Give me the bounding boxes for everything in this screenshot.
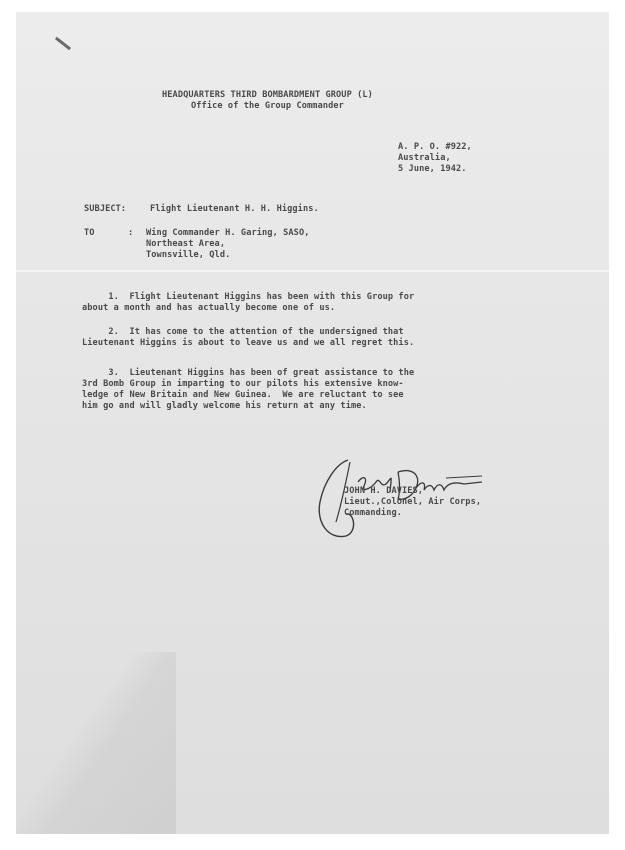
address-apo: A. P. O. #922, [398, 142, 472, 152]
letterhead-line-2: Office of the Group Commander [191, 101, 344, 111]
address-country: Australia, [398, 153, 451, 163]
letterhead-line-1: HEADQUARTERS THIRD BOMBARDMENT GROUP (L) [162, 90, 373, 100]
paragraph-3-line-2: 3rd Bomb Group in imparting to our pilots his extensive know- [82, 379, 404, 389]
paper-fold-shadow [16, 652, 176, 834]
to-separator: : [128, 228, 134, 238]
paragraph-2-line-2: Lieutenant Higgins is about to leave us and we all regret this. [82, 338, 415, 348]
recipient-line-1: Wing Commander H. Garing, SASO, [146, 228, 310, 238]
paragraph-1-line-1: 1. Flight Lieutenant Higgins has been with this Group for [82, 292, 415, 302]
letter-date: 5 June, 1942. [398, 164, 467, 174]
to-label: TO [84, 228, 95, 238]
signatory-name: JOHN H. DAVIES, [344, 486, 424, 496]
paragraph-2-line-1: 2. It has come to the attention of the undersigned that [82, 327, 404, 337]
recipient-line-2: Northeast Area, [146, 239, 226, 249]
ink-mark [55, 37, 71, 50]
paragraph-3-line-4: him go and will gladly welcome his return at any time. [82, 401, 367, 411]
subject-text: Flight Lieutenant H. H. Higgins. [150, 204, 319, 214]
signatory-rank: Lieut.,Colonel, Air Corps, [344, 497, 482, 507]
signatory-role: Commanding. [344, 508, 403, 518]
paper-fold-line [16, 270, 609, 272]
paragraph-3-line-3: ledge of New Britain and New Guinea. We are reluctant to see [82, 390, 404, 400]
paragraph-3-line-1: 3. Lieutenant Higgins has been of great assistance to the [82, 368, 415, 378]
recipient-line-3: Townsville, Qld. [146, 250, 231, 260]
paragraph-1-line-2: about a month and has actually become one of us. [82, 303, 336, 313]
subject-label: SUBJECT: [84, 204, 127, 214]
letter-page [16, 12, 609, 834]
